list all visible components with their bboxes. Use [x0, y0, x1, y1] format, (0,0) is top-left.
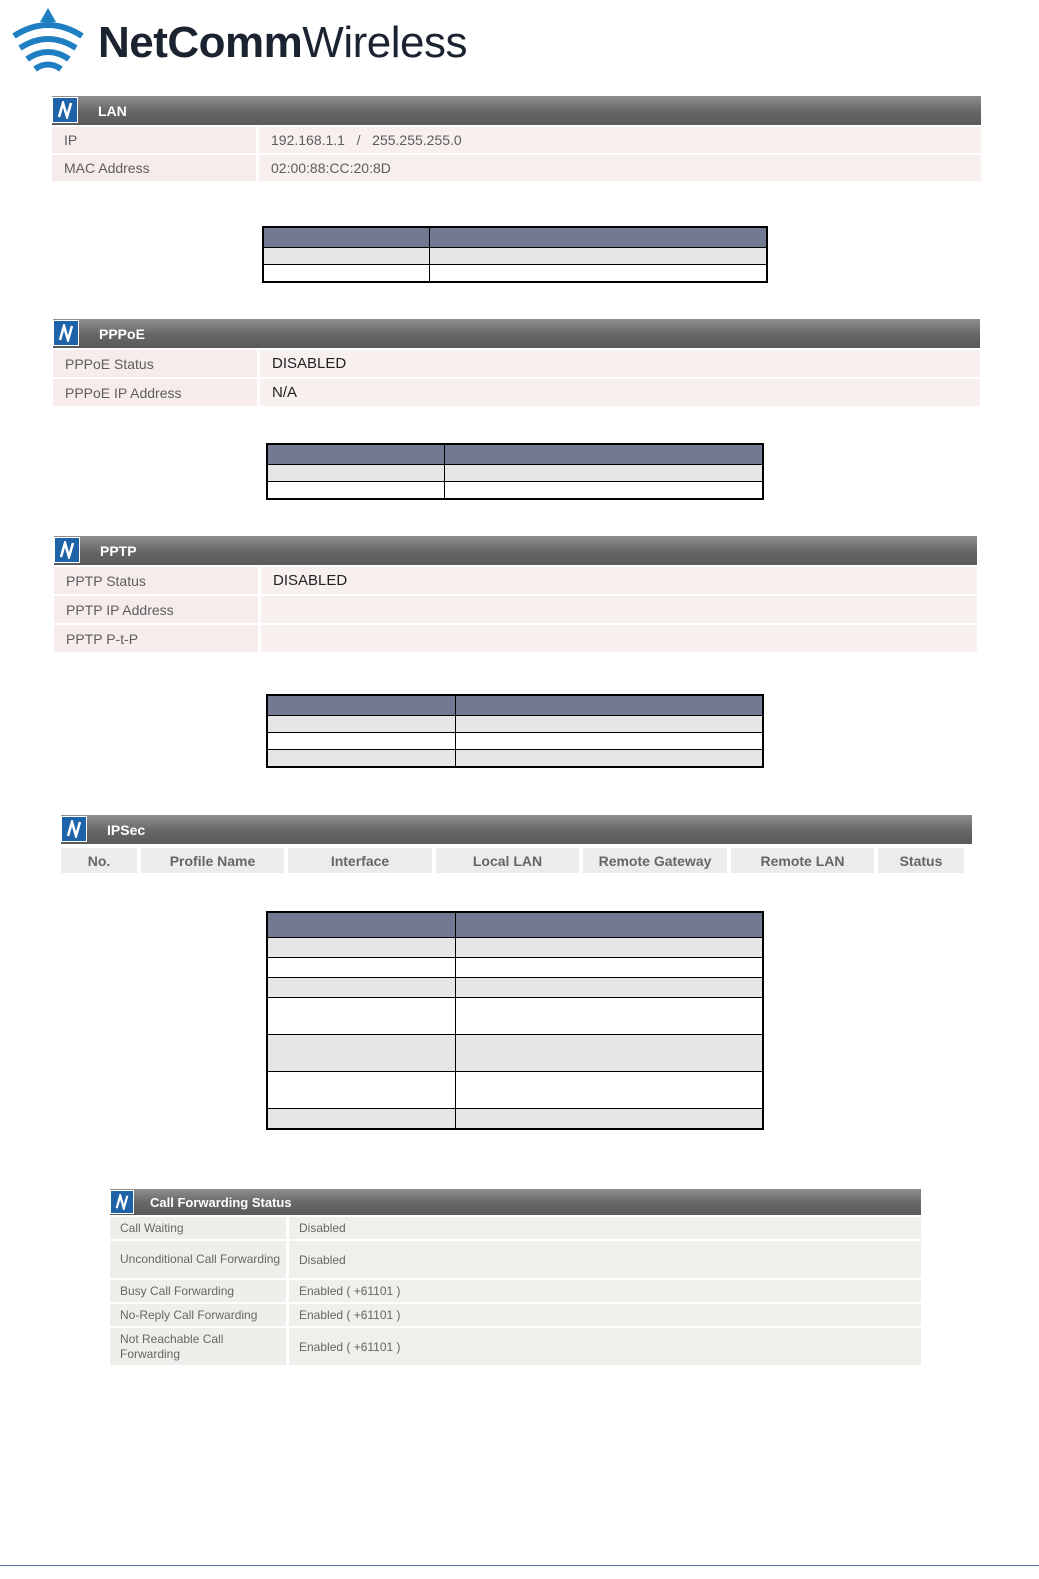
netcomm-badge-icon: [53, 320, 79, 346]
pppoe-row-ip: [53, 379, 980, 406]
pptp-panel: [54, 536, 977, 652]
ipsec-panel: [61, 815, 972, 873]
table-header-cell: [456, 912, 764, 938]
row-label: Unconditional Call Forwarding: [110, 1241, 286, 1278]
column-header-remote-lan: Remote LAN: [731, 848, 874, 873]
row-value: [261, 596, 977, 623]
panel-title: PPTP: [100, 543, 137, 559]
lan-row-mac: [52, 155, 981, 181]
panel-title: IPSec: [107, 822, 146, 838]
footer-divider: [0, 1565, 1039, 1566]
column-header-interface: Interface: [288, 848, 432, 873]
netcomm-badge-icon: [54, 537, 80, 563]
lan-row-ip: [52, 127, 981, 153]
table-row: [267, 716, 763, 733]
logo-wordmark: NetCommWireless: [98, 18, 467, 67]
table-row: [267, 1072, 763, 1109]
row-value: Enabled ( +61101 ): [289, 1328, 921, 1365]
cf-row-no-reply: [110, 1304, 921, 1326]
table-header-cell: [430, 227, 768, 248]
description-table: [266, 694, 764, 768]
row-value: Enabled ( +61101 ): [289, 1280, 921, 1302]
row-value: DISABLED: [260, 350, 980, 377]
pptp-row-ptp: [54, 625, 977, 652]
row-label: Call Waiting: [110, 1217, 286, 1239]
netcomm-logo: [10, 6, 490, 76]
column-header-profile-name: Profile Name: [141, 848, 284, 873]
row-label: PPPoE IP Address: [53, 379, 257, 406]
table-row: [263, 265, 767, 282]
row-label: IP: [52, 127, 256, 153]
table-row: [267, 733, 763, 750]
lan-panel: [52, 96, 981, 181]
netcomm-badge-icon: [110, 1190, 134, 1214]
cf-row-busy: [110, 1280, 921, 1302]
table-header-cell: [263, 227, 430, 248]
column-header-remote-gateway: Remote Gateway: [583, 848, 727, 873]
row-value: [261, 625, 977, 652]
netcomm-badge-icon: [61, 816, 87, 842]
ipsec-panel-header: [61, 815, 972, 844]
pppoe-panel: [53, 319, 980, 406]
call-forwarding-panel-header: [110, 1189, 921, 1215]
table-row: [263, 248, 767, 265]
ipsec-column-headers: [61, 848, 972, 873]
netcomm-badge-icon: [52, 97, 78, 123]
row-value: N/A: [260, 379, 980, 406]
row-value: 02:00:88:CC:20:8D: [259, 155, 981, 181]
panel-title: PPPoE: [99, 326, 145, 342]
cf-row-not-reachable: [110, 1328, 921, 1365]
wifi-signal-icon: [10, 6, 86, 76]
column-header-no: No.: [61, 848, 137, 873]
table-row: [267, 1109, 763, 1129]
row-label: Not Reachable Call Forwarding: [110, 1328, 286, 1365]
column-header-status: Status: [878, 848, 964, 873]
row-label: PPTP P-t-P: [54, 625, 258, 652]
pptp-row-status: [54, 567, 977, 594]
call-forwarding-panel: [110, 1189, 921, 1365]
table-header-cell: [456, 695, 764, 716]
table-row: [267, 465, 763, 482]
row-label: Busy Call Forwarding: [110, 1280, 286, 1302]
table-row: [267, 958, 763, 978]
pppoe-row-status: [53, 350, 980, 377]
panel-title: Call Forwarding Status: [150, 1195, 292, 1210]
pptp-panel-header: [54, 536, 977, 565]
row-value: Disabled: [289, 1241, 921, 1278]
description-table: [266, 911, 764, 1130]
row-label: MAC Address: [52, 155, 256, 181]
description-table: [262, 226, 768, 283]
table-row: [267, 750, 763, 767]
pppoe-panel-header: [53, 319, 980, 348]
table-header-cell: [267, 695, 456, 716]
row-label: PPTP Status: [54, 567, 258, 594]
table-header-cell: [267, 444, 445, 465]
row-value: Enabled ( +61101 ): [289, 1304, 921, 1326]
table-row: [267, 938, 763, 958]
row-value: DISABLED: [261, 567, 977, 594]
table-row: [267, 998, 763, 1035]
row-label: PPPoE Status: [53, 350, 257, 377]
panel-title: LAN: [98, 103, 127, 119]
table-row: [267, 978, 763, 998]
cf-row-call-waiting: [110, 1217, 921, 1239]
row-label: PPTP IP Address: [54, 596, 258, 623]
lan-panel-header: [52, 96, 981, 125]
row-value: 192.168.1.1 / 255.255.255.0: [259, 127, 981, 153]
row-value: Disabled: [289, 1217, 921, 1239]
table-row: [267, 482, 763, 499]
description-table: [266, 443, 764, 500]
table-header-cell: [267, 912, 456, 938]
table-header-cell: [445, 444, 764, 465]
row-label: No-Reply Call Forwarding: [110, 1304, 286, 1326]
column-header-local-lan: Local LAN: [436, 848, 579, 873]
table-row: [267, 1035, 763, 1072]
cf-row-unconditional: [110, 1241, 921, 1278]
pptp-row-ip: [54, 596, 977, 623]
